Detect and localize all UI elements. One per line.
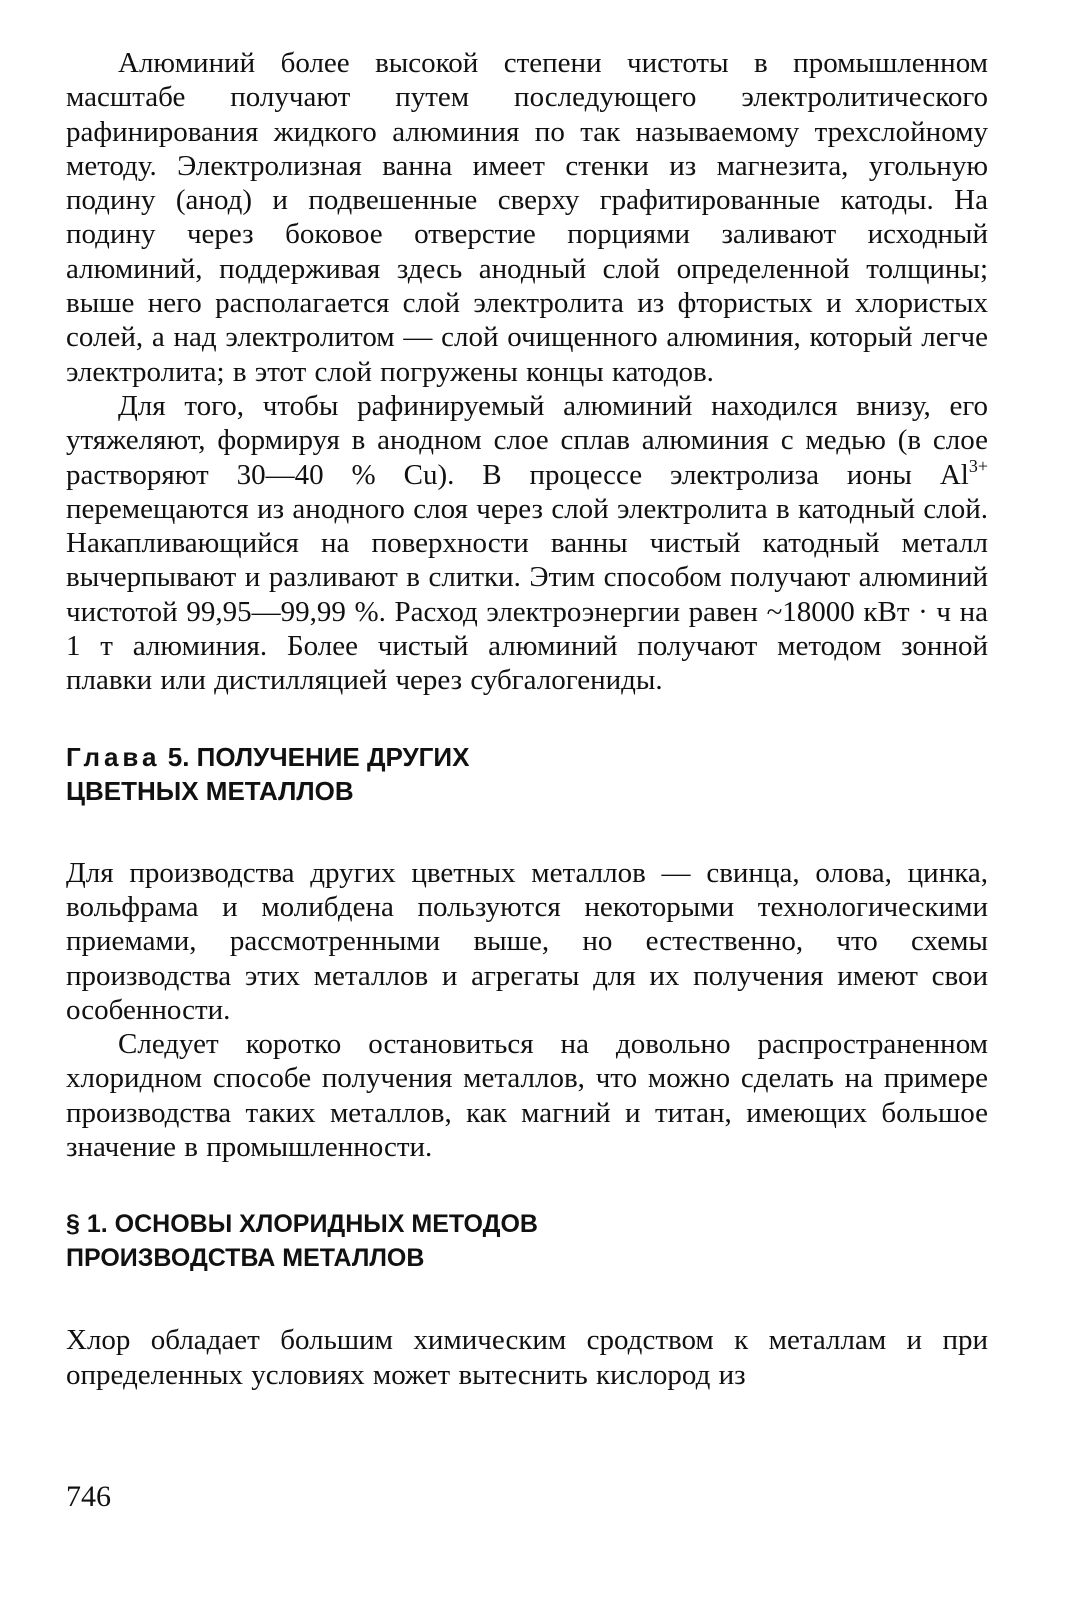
paragraph-chlorine-affinity: Хлор обладает большим химическим сродством к металлам и при определенных условиях может вытеснить кислород из — [66, 1324, 988, 1391]
section-title-line-1: § 1. ОСНОВЫ ХЛОРИДНЫХ МЕТОДОВ — [66, 1210, 538, 1239]
page-number: 746 — [66, 1480, 111, 1513]
paragraph-anode-alloy — [66, 389, 988, 698]
paragraph-anode-alloy-text-end: перемещаются из анодного слоя через слой электролита в катодный слой. Накапливающийся на поверхности ванны чистый катодный металл вычерпывают и разливают в слитки. Этим способом получают алюминий чистотой 99,95—99,99 %. Расход электроэнергии равен ~18000 кВт · ч на 1 т алюминия. Более чистый алюминий получают методом зонной плавки или дистилляцией через субгалогениды. — [66, 492, 988, 697]
chapter-heading-line-1 — [66, 740, 988, 774]
chapter-title-line-2: ЦВЕТНЫХ МЕТАЛЛОВ — [66, 775, 354, 806]
chapter-title-line-1: 5. ПОЛУЧЕНИЕ ДРУГИХ — [160, 741, 470, 772]
paragraph-other-metals: Для производства других цветных металлов — свинца, олова, цинка, вольфрама и молибдена пользуются некоторыми технологическими приемами, рассмотренными выше, но естественно, что схемы производства этих металлов и агрегаты для их получения имеют свои особенности. — [66, 856, 988, 1026]
chapter-word: Глава — [66, 741, 161, 772]
chapter-heading — [66, 740, 988, 808]
paragraph-chloride-method: Следует коротко остановиться на довольно распространенном хлоридном способе получения металлов, что можно сделать на примере производства таких металлов, как магний и титан, имеющих большое значение в промышленности. — [66, 1028, 988, 1164]
section-heading — [66, 1207, 988, 1275]
paragraph-aluminium-refining: Алюминий более высокой степени чистоты в промышленном масштабе получают путем последующего электролитического рафинирования жидкого алюминия по так называемому трехслойному методу. Электролизная ванна имеет стенки из магнезита, угольную подину (анод) и подвешенные сверху графитированные катоды. На подину через боковое отверстие порциями заливают исходный алюминий, поддерживая здесь анодный слой определенной толщины; выше него располагается слой электролита из фтористых и хлористых солей, а над электролитом — слой очищенного алюминия, который легче электролита; в этот слой погружены концы катодов. — [66, 47, 988, 388]
section-title-line-2: ПРОИЗВОДСТВА МЕТАЛЛОВ — [66, 1244, 425, 1273]
paragraph-anode-alloy-text-start: Для того, чтобы рафинируемый алюминий находился внизу, его утяжеляют, формируя в анодном слое сплав алюминия с медью (в слое растворяют 30—40 % Cu). В процессе электролиза ионы Al — [66, 389, 988, 491]
ion-charge-superscript: 3+ — [968, 455, 988, 476]
